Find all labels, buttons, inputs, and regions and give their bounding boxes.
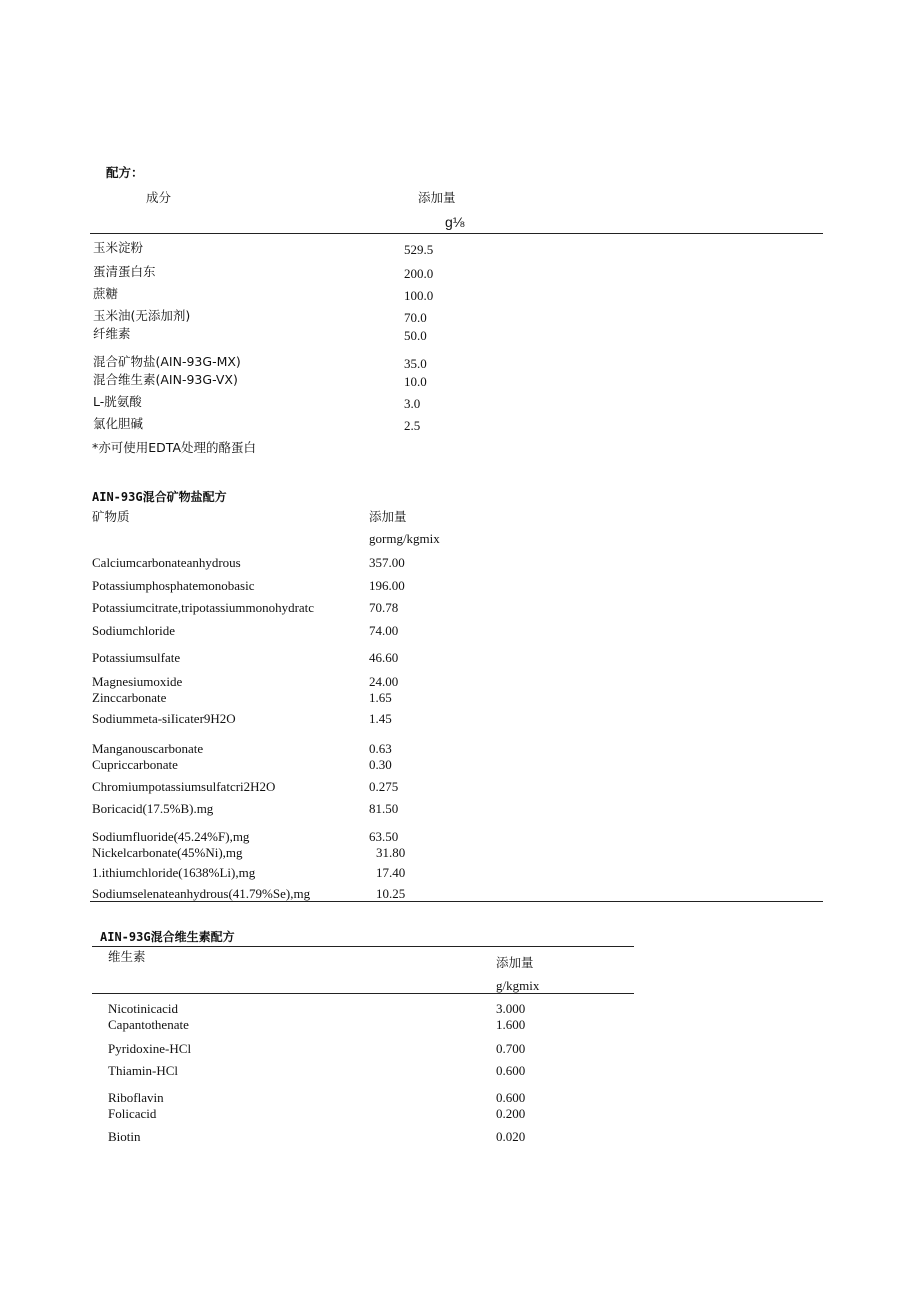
mineral-row-name: Manganouscarbonate xyxy=(92,741,204,756)
mineral-bottom-rule xyxy=(90,901,823,902)
vitamin-row-value: 3.000 xyxy=(496,1001,526,1016)
formula-row-name: 氯化胆碱 xyxy=(93,416,144,431)
mineral-row-name: Sodiumfluoride(45.24%F),mg xyxy=(92,829,250,844)
mineral-row-value: 31.80 xyxy=(376,845,406,860)
formula-col-ingredient: 成分 xyxy=(146,190,172,205)
vitamin-unit: g/kgmix xyxy=(496,978,540,993)
vitamin-row-name: Folicacid xyxy=(108,1106,157,1121)
formula-row-value: 3.0 xyxy=(404,396,421,411)
mineral-row-name: Sodiummeta-siIicater9H2O xyxy=(92,711,236,726)
mineral-row-name: Potassiumphosphatemonobasic xyxy=(92,578,255,593)
vitamin-row-value: 0.600 xyxy=(496,1090,526,1105)
mineral-row-value: 1.65 xyxy=(369,690,392,705)
mineral-row-value: 0.30 xyxy=(369,757,392,772)
formula-row-value: 10.0 xyxy=(404,374,427,389)
mineral-row-name: Magnesiumoxide xyxy=(92,674,183,689)
mineral-row-name: Potassiumsulfate xyxy=(92,650,181,665)
mineral-row-name: Chromiumpotassiumsulfatcri2H2O xyxy=(92,779,276,794)
formula-row-name: 混合维生素(AIN-93G-VX) xyxy=(93,372,238,387)
vitamin-col-amount: 添加量 xyxy=(496,955,534,970)
vitamin-row-name: Biotin xyxy=(108,1129,141,1144)
mineral-row-value: 0.275 xyxy=(369,779,399,794)
mineral-row-value: 46.60 xyxy=(369,650,399,665)
formula-col-amount: 添加量 xyxy=(418,190,456,205)
mineral-row-name: Zinccarbonate xyxy=(92,690,167,705)
formula-row-value: 200.0 xyxy=(404,266,434,281)
mineral-row-value: 357.00 xyxy=(369,555,405,570)
mineral-row-value: 24.00 xyxy=(369,674,399,689)
formula-row-name: 蔗糖 xyxy=(93,286,119,301)
vitamin-row-value: 1.600 xyxy=(496,1017,526,1032)
vitamin-row-value: 0.200 xyxy=(496,1106,526,1121)
mineral-col-mineral: 矿物质 xyxy=(92,509,130,524)
mineral-row-value: 10.25 xyxy=(376,886,406,901)
mineral-row-value: 63.50 xyxy=(369,829,399,844)
mineral-row-value: 196.00 xyxy=(369,578,405,593)
formula-heading: 配方： xyxy=(106,165,144,180)
formula-row-name: 混合矿物盐(AIN-93G-MX) xyxy=(93,354,241,369)
formula-unit: g⅛ xyxy=(445,214,465,230)
formula-row-value: 529.5 xyxy=(404,242,434,257)
vitamin-row-value: 0.020 xyxy=(496,1129,526,1144)
vitamin-row-name: Capantothenate xyxy=(108,1017,189,1032)
vitamin-top-rule xyxy=(92,946,634,947)
vitamin-col-vitamin: 维生素 xyxy=(108,949,146,964)
vitamin-header-rule xyxy=(92,993,634,994)
mineral-title: AIN-93G混合矿物盐配方 xyxy=(92,490,227,504)
mineral-row-name: Potassiumcitrate,tripotassiummonohydratc xyxy=(92,600,315,615)
formula-row-value: 2.5 xyxy=(404,418,421,433)
mineral-row-value: 81.50 xyxy=(369,801,399,816)
formula-row-name: 纤维素 xyxy=(93,326,131,341)
mineral-col-amount: 添加量 xyxy=(369,509,407,524)
formula-row-value: 70.0 xyxy=(404,310,427,325)
vitamin-row-name: Thiamin-HCl xyxy=(108,1063,179,1078)
mineral-row-name: Sodiumchloride xyxy=(92,623,176,638)
mineral-row-value: 1.45 xyxy=(369,711,392,726)
formula-note: *亦可使用EDTA处理的酪蛋白 xyxy=(92,440,256,455)
vitamin-row-name: Riboflavin xyxy=(108,1090,164,1105)
mineral-unit: gormg/kgmix xyxy=(369,531,440,546)
formula-row-name: 玉米淀粉 xyxy=(93,240,144,255)
formula-row-name: 玉米油(无添加剂) xyxy=(93,308,191,323)
mineral-row-name: 1.ithiumchloride(1638%Li),mg xyxy=(92,865,256,880)
formula-row-value: 35.0 xyxy=(404,356,427,371)
vitamin-title: AIN-93G混合维生素配方 xyxy=(100,930,235,944)
vitamin-row-name: Nicotinicacid xyxy=(108,1001,179,1016)
mineral-row-value: 70.78 xyxy=(369,600,399,615)
mineral-row-value: 17.40 xyxy=(376,865,406,880)
mineral-row-name: Sodiumselenateanhydrous(41.79%Se),mg xyxy=(92,886,311,901)
formula-row-name: 蛋清蛋白东 xyxy=(93,264,156,279)
mineral-row-name: Nickelcarbonate(45%Ni),mg xyxy=(92,845,243,860)
formula-row-name: L-胱氨酸 xyxy=(93,394,142,409)
formula-header-rule xyxy=(90,233,823,234)
mineral-row-value: 74.00 xyxy=(369,623,399,638)
formula-row-value: 100.0 xyxy=(404,288,434,303)
vitamin-row-value: 0.600 xyxy=(496,1063,526,1078)
mineral-row-value: 0.63 xyxy=(369,741,392,756)
vitamin-row-value: 0.700 xyxy=(496,1041,526,1056)
mineral-row-name: Calciumcarbonateanhydrous xyxy=(92,555,241,570)
formula-row-value: 50.0 xyxy=(404,328,427,343)
vitamin-row-name: Pyridoxine-HCl xyxy=(108,1041,192,1056)
mineral-row-name: Cupriccarbonate xyxy=(92,757,178,772)
mineral-row-name: Boricacid(17.5%B).mg xyxy=(92,801,214,816)
